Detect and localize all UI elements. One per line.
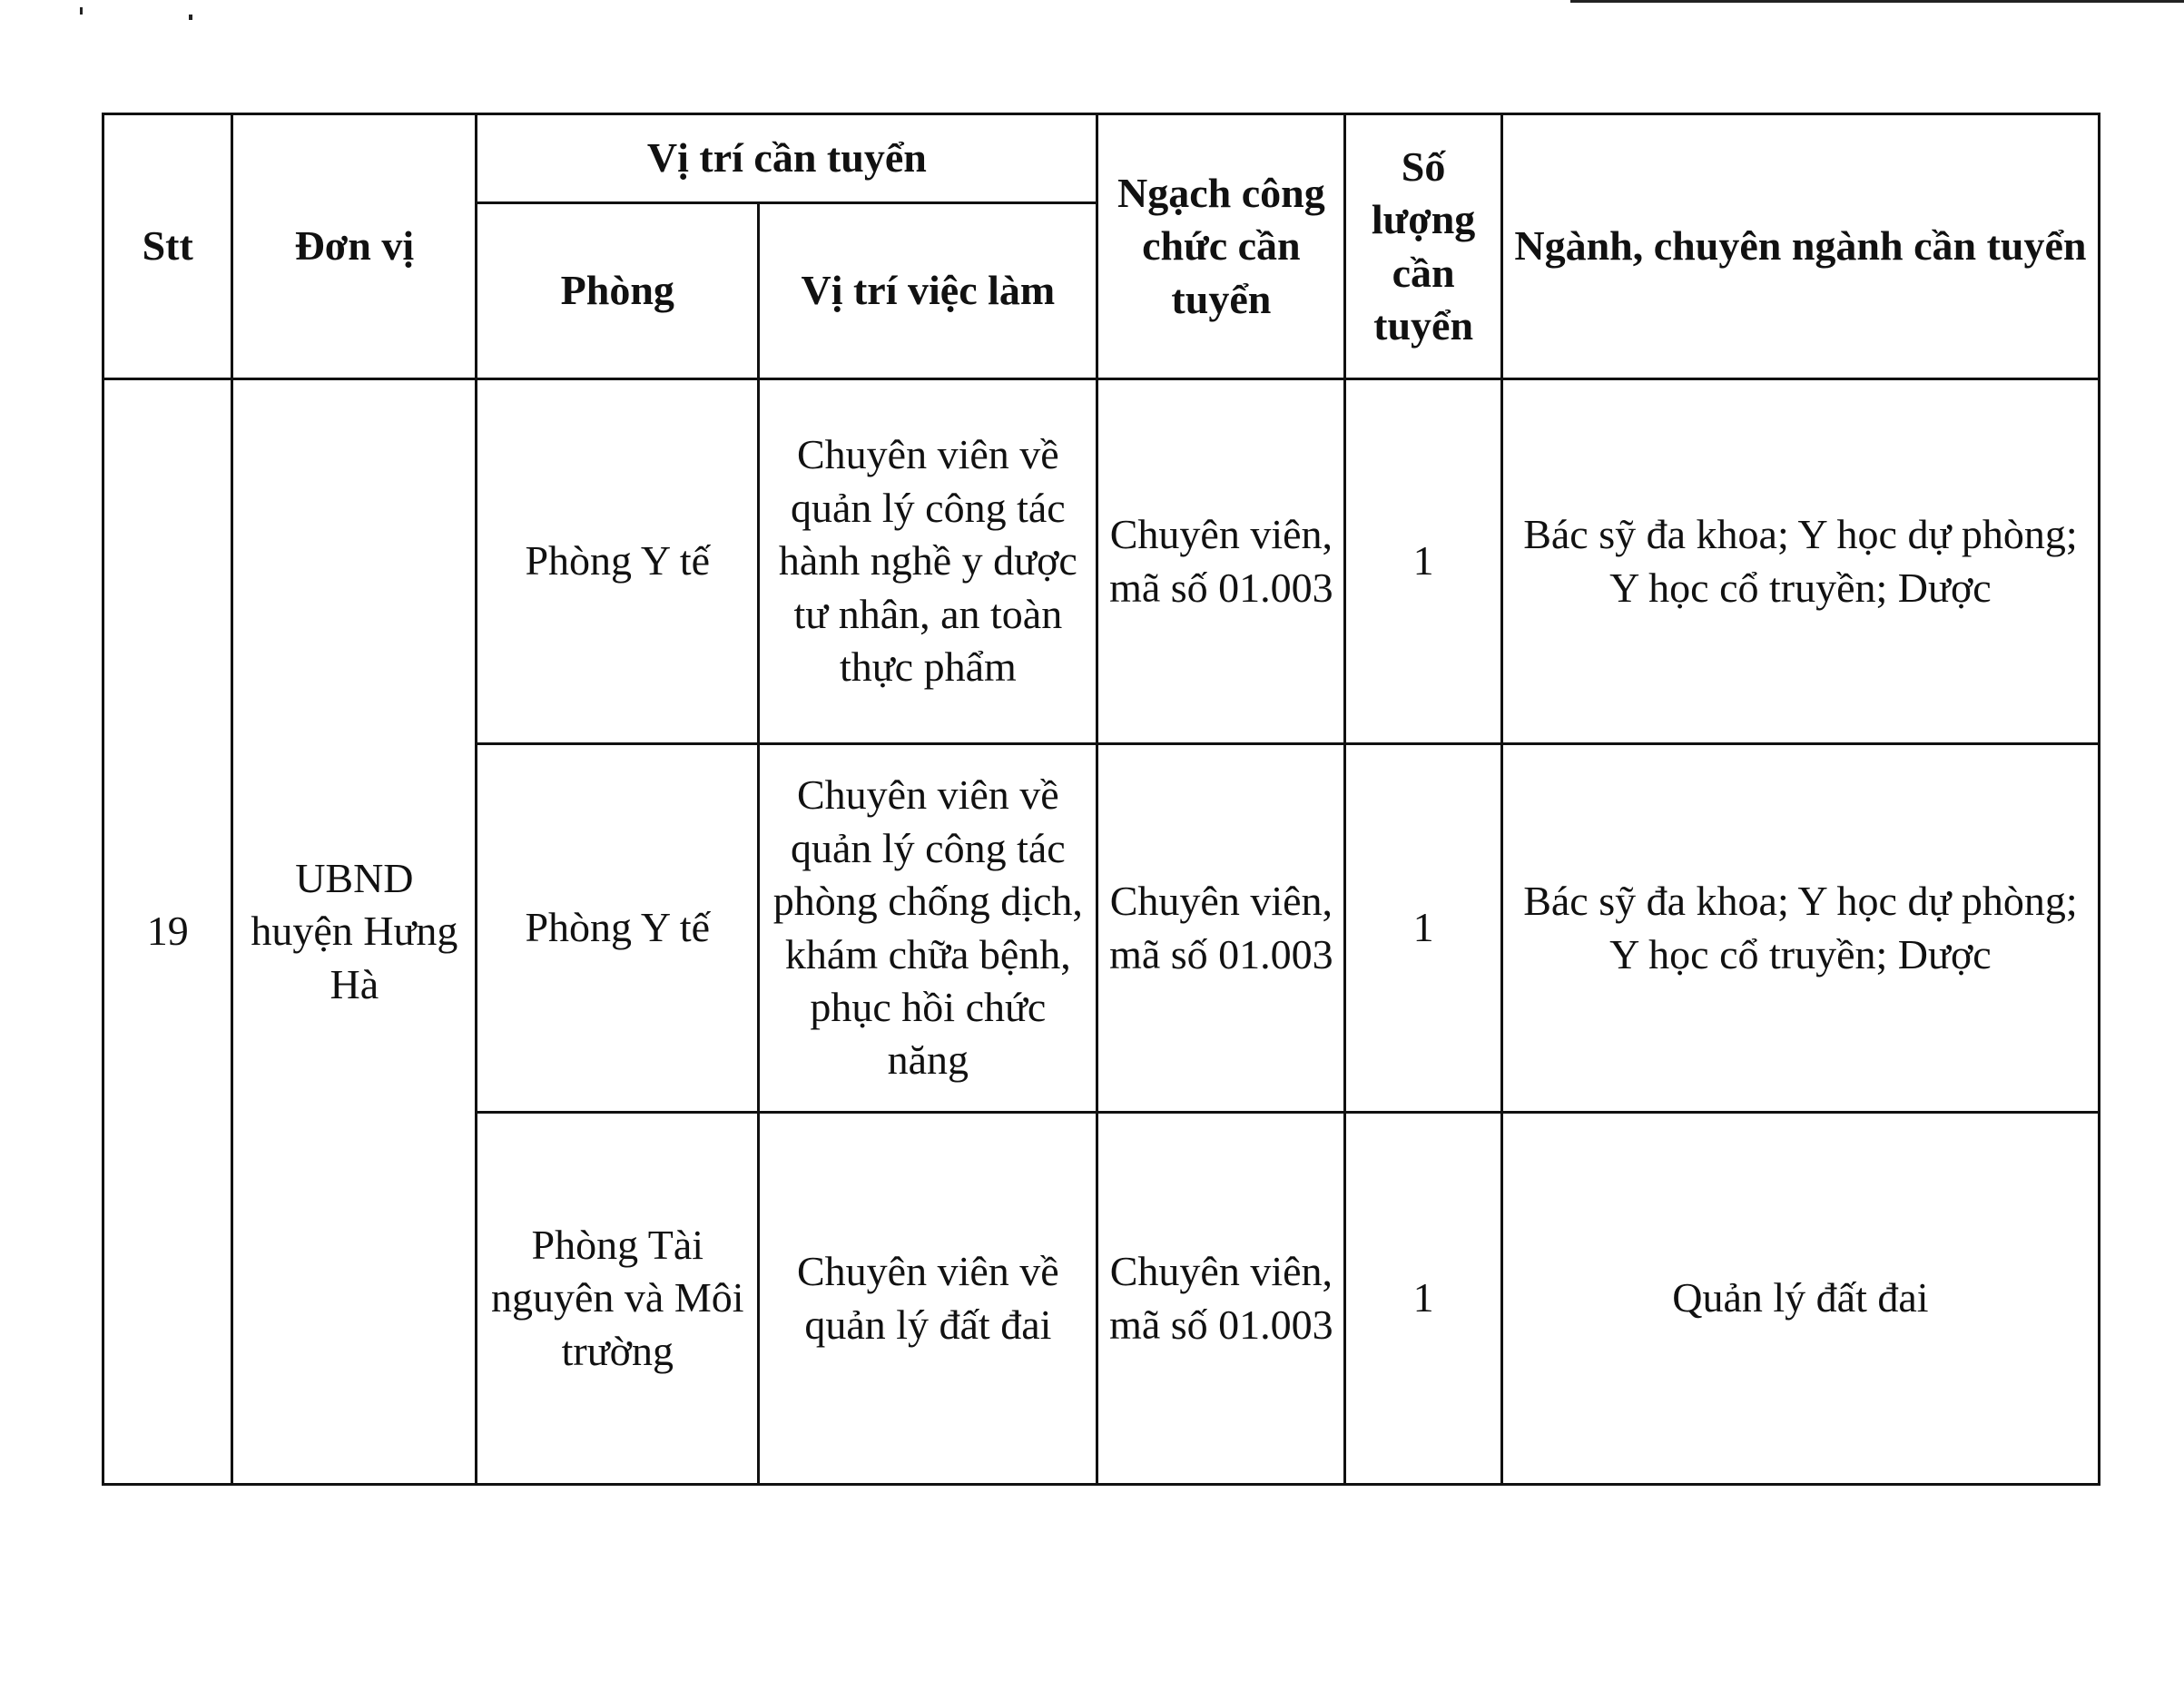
scan-artifact-left: [80, 7, 83, 15]
cell-ngach: Chuyên viên, mã số 01.003: [1097, 1113, 1345, 1485]
header-don-vi: Đơn vị: [232, 114, 477, 379]
cell-nganh: Bác sỹ đa khoa; Y học dự phòng; Y học cổ truyền; Dược: [1501, 744, 2099, 1113]
cell-vi-tri: Chuyên viên về quản lý công tác hành nghề y dược tư nhân, an toàn thực phẩm: [759, 379, 1097, 744]
cell-nganh: Bác sỹ đa khoa; Y học dự phòng; Y học cổ truyền; Dược: [1501, 379, 2099, 744]
cell-stt: 19: [103, 379, 232, 1485]
cell-don-vi: UBND huyện Hưng Hà: [232, 379, 477, 1485]
header-so-luong: Số lượng cần tuyển: [1345, 114, 1502, 379]
header-stt: Stt: [103, 114, 232, 379]
cell-vi-tri: Chuyên viên về quản lý công tác phòng chống dịch, khám chữa bệnh, phục hồi chức năng: [759, 744, 1097, 1113]
cell-phong: Phòng Y tế: [477, 379, 759, 744]
cell-so-luong: 1: [1345, 1113, 1502, 1485]
cell-phong: Phòng Y tế: [477, 744, 759, 1113]
scan-artifact-dot: [189, 15, 192, 20]
cell-phong: Phòng Tài nguyên và Môi trường: [477, 1113, 759, 1485]
table-row: [103, 379, 2100, 744]
scan-artifact-topline: [1570, 0, 2184, 3]
header-ngach: Ngạch công chức cần tuyển: [1097, 114, 1345, 379]
cell-ngach: Chuyên viên, mã số 01.003: [1097, 379, 1345, 744]
header-vi-tri-can-tuyen: Vị trí cần tuyển: [477, 114, 1097, 203]
header-nganh: Ngành, chuyên ngành cần tuyển: [1501, 114, 2099, 379]
cell-ngach: Chuyên viên, mã số 01.003: [1097, 744, 1345, 1113]
header-row-1: [103, 114, 2100, 203]
cell-so-luong: 1: [1345, 379, 1502, 744]
cell-so-luong: 1: [1345, 744, 1502, 1113]
cell-vi-tri: Chuyên viên về quản lý đất đai: [759, 1113, 1097, 1485]
recruitment-table: [102, 113, 2100, 1486]
header-vi-tri-viec-lam: Vị trí việc làm: [759, 203, 1097, 379]
cell-nganh: Quản lý đất đai: [1501, 1113, 2099, 1485]
header-phong: Phòng: [477, 203, 759, 379]
